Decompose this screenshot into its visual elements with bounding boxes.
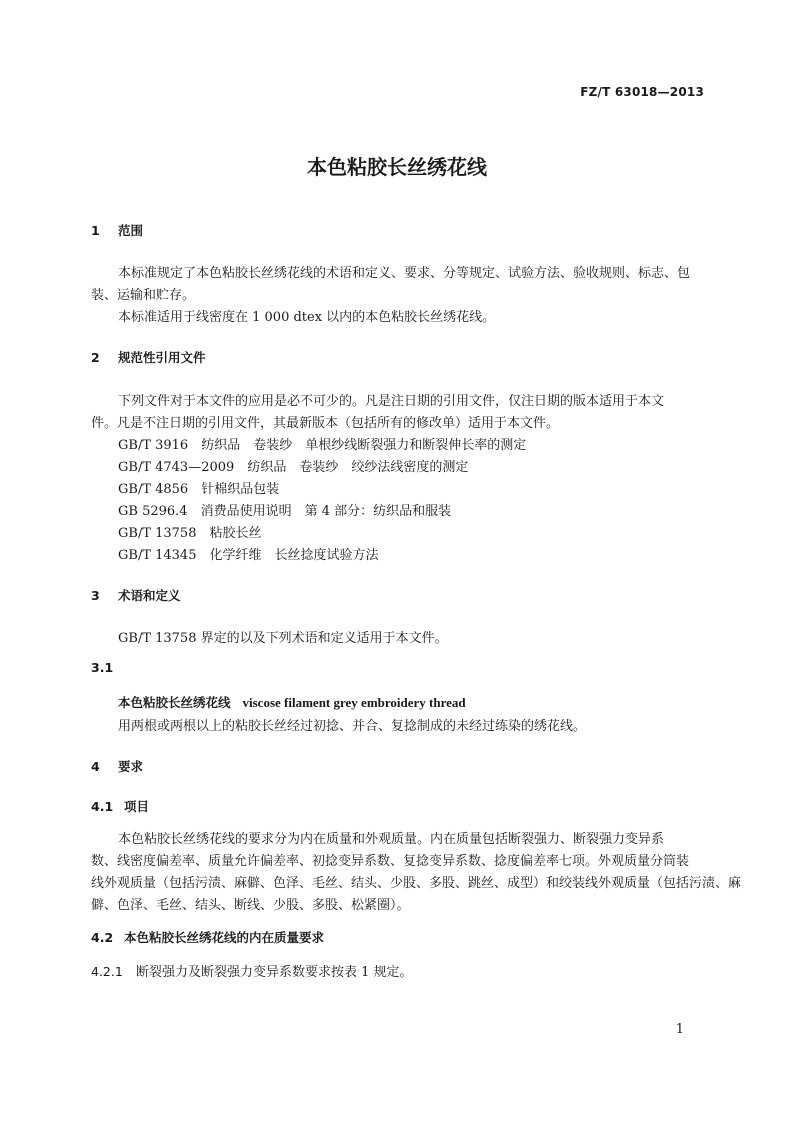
subsection-number: 4.2 [91,930,114,945]
reference-code: GB/T 3916 [118,438,189,453]
terms-intro: GB/T 13758 界定的以及下列术语和定义适用于本文件。 [118,631,448,646]
subsection-title: 本色粘胶长丝绣花线的内在质量要求 [124,930,325,945]
document-title: 本色粘胶长丝绣花线 [307,155,487,179]
term-english: viscose filament grey embroidery thread [242,695,466,710]
section-1-heading [91,221,143,239]
section-number: 1 [91,223,100,238]
requirements-paragraph-line-4: 僻、色泽、毛丝、结头、断线、少股、多股、松紧圈）。 [91,898,410,913]
reference-code: GB/T 13758 [118,526,197,541]
reference-item [118,456,468,475]
section-title: 要求 [118,759,144,774]
section-2-heading [91,348,206,366]
requirements-paragraph-line-2: 数、线密度偏差率、质量允许偏差率、初捻变异系数、复捻变异系数、捻度偏差率七项。外观质量分筒装 [91,854,690,869]
term-entry [118,693,466,711]
reference-code: GB/T 4743—2009 [118,460,235,475]
reference-title: 消费品使用说明 第 4 部分：纺织品和服装 [200,504,452,519]
clause-text: 断裂强力及断裂强力变异系数要求按表 1 规定。 [136,965,413,980]
scope-paragraph-1-line-2: 装、运输和贮存。 [91,288,196,303]
clause-4-2-1 [91,961,413,980]
reference-title: 纺织品 卷装纱 绞纱法线密度的测定 [247,460,469,475]
references-intro-line-1: 下列文件对于本文件的应用是必不可少的。凡是注日期的引用文件，仅注日期的版本适用于本文 [118,394,665,409]
requirements-paragraph-line-1: 本色粘胶长丝绣花线的要求分为内在质量和外观质量。内在质量包括断裂强力、断裂强力变异系 [118,832,665,847]
reference-code: GB 5296.4 [118,504,188,519]
subsection-number: 4.1 [91,799,114,814]
term-chinese: 本色粘胶长丝绣花线 [118,695,231,710]
section-number: 2 [91,350,100,365]
standard-number: FZ/T 63018—2013 [580,85,704,99]
scope-paragraph-1-line-1: 本标准规定了本色粘胶长丝绣花线的术语和定义、要求、分等规定、试验方法、验收规则、标志、包 [118,266,691,281]
requirements-paragraph-line-3: 线外观质量（包括污渍、麻僻、色泽、毛丝、结头、少股、多股、跳丝、成型）和绞装线外观质量（包括污渍、麻 [91,876,742,891]
reference-item [118,522,262,541]
term-definition: 用两根或两根以上的粘胶长丝经过初捻、并合、复捻制成的未经过练染的绣花线。 [118,719,587,734]
section-title: 范围 [118,223,144,238]
reference-item [118,434,526,453]
subsection-4-2-heading [91,928,324,946]
section-title: 术语和定义 [118,588,181,603]
page-number: 1 [675,1022,684,1037]
subsection-4-1-heading [91,797,149,815]
scope-paragraph-2: 本标准适用于线密度在 1 000 dtex 以内的本色粘胶长丝绣花线。 [118,310,496,325]
reference-title: 化学纤维 长丝捻度试验方法 [209,548,379,563]
reference-item [118,544,379,563]
reference-title: 纺织品 卷装纱 单根纱线断裂强力和断裂伸长率的测定 [201,438,527,453]
reference-title: 粘胶长丝 [209,526,262,541]
reference-item [118,500,451,519]
reference-code: GB/T 4856 [118,482,189,497]
subsection-title: 项目 [124,799,150,814]
references-intro-line-2: 件。凡是不注日期的引用文件，其最新版本（包括所有的修改单）适用于本文件。 [91,416,560,431]
section-number: 4 [91,759,100,774]
reference-code: GB/T 14345 [118,548,197,563]
section-number: 3 [91,588,100,603]
section-3-heading [91,586,181,604]
subsection-3-1-number: 3.1 [91,660,114,675]
section-title: 规范性引用文件 [118,350,206,365]
reference-item [118,478,279,497]
clause-number: 4.2.1 [91,964,123,979]
reference-title: 针棉织品包装 [201,482,280,497]
section-4-heading [91,757,143,775]
